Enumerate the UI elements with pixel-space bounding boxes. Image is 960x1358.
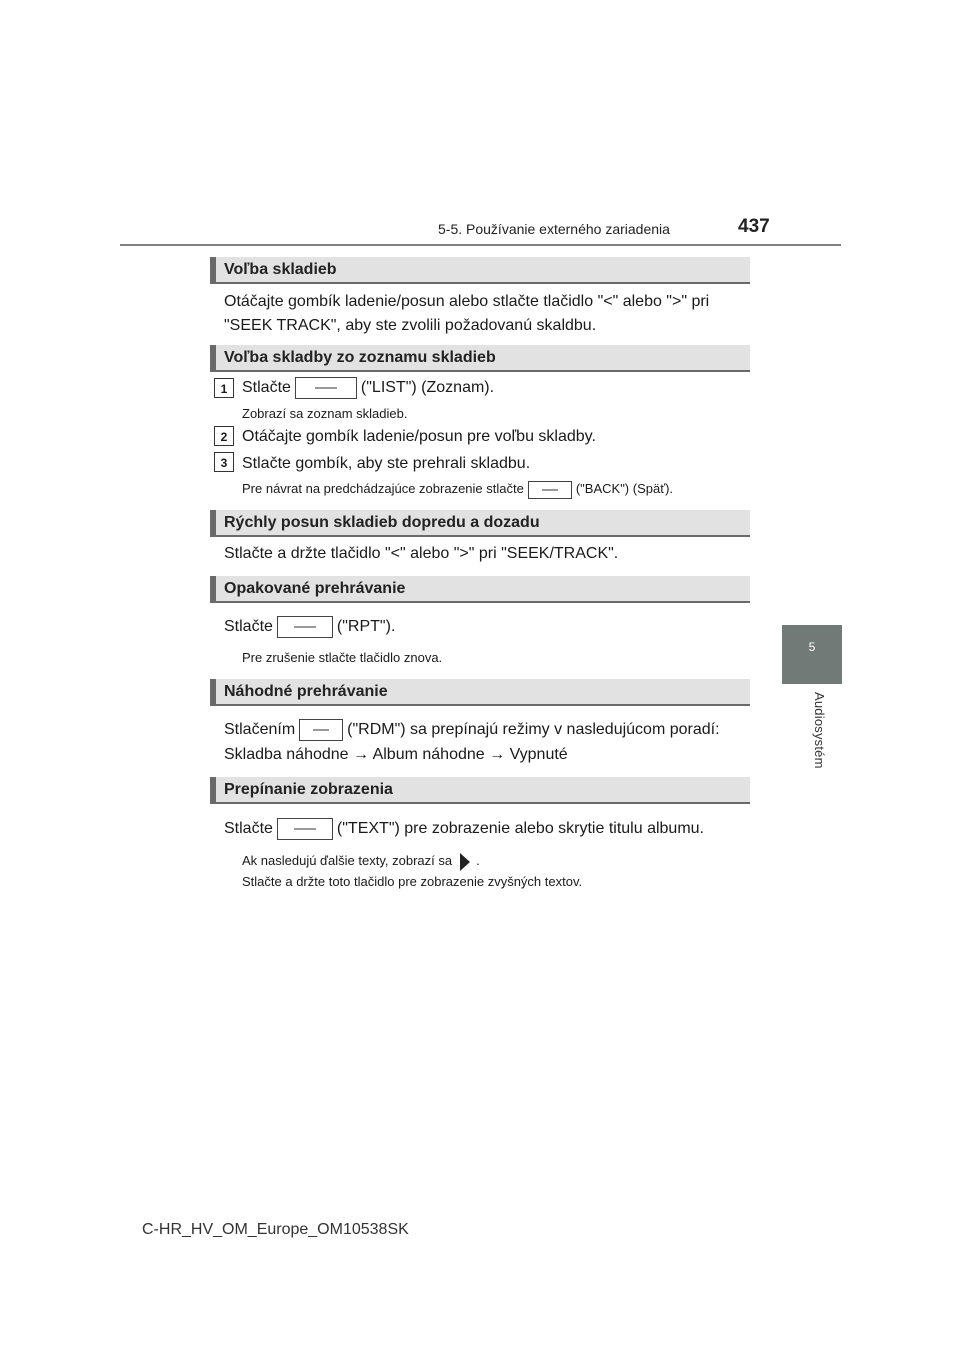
text-button-icon xyxy=(277,818,333,840)
header-rule xyxy=(120,244,841,246)
step3-note: Pre návrat na predchádzajúce zobrazenie stlačte ("BACK") (Späť). xyxy=(242,480,673,499)
arrow-right-icon: → xyxy=(353,746,370,763)
section-heading-fast-seek: Rýchly posun skladieb dopredu a dozadu xyxy=(210,510,750,537)
list-button-icon xyxy=(295,377,357,399)
section-heading-track-list: Voľba skladby zo zoznamu skladieb xyxy=(210,345,750,372)
track-select-body: Otáčajte gombík ladenie/posun alebo stlačte tlačidlo "<" alebo ">" pri "SEEK TRACK", aby ste zvolili požadovanú skaldbu. xyxy=(224,293,710,334)
more-text-arrow-icon xyxy=(460,853,470,871)
step3-text: Stlačte gombík, aby ste prehrali skladbu. xyxy=(242,455,531,472)
step-number-3: 3 xyxy=(214,452,234,472)
section-heading-random: Náhodné prehrávanie xyxy=(210,679,750,706)
step2-text: Otáčajte gombík ladenie/posun pre voľbu skladby. xyxy=(242,428,596,445)
section-heading-repeat: Opakované prehrávanie xyxy=(210,576,750,603)
back-button-icon xyxy=(528,481,572,499)
step1-text: Stlačte ("LIST") (Zoznam). xyxy=(242,376,494,400)
step1-note: Zobrazí sa zoznam skladieb. xyxy=(242,406,408,421)
display-body: Stlačte ("TEXT") pre zobrazenie alebo skrytie titulu albumu. xyxy=(224,817,704,841)
step-number-2: 2 xyxy=(214,426,234,446)
repeat-body: Stlačte ("RPT"). xyxy=(224,615,395,639)
random-order: Skladba náhodne → Album náhodne → Vypnuté xyxy=(224,746,568,763)
arrow-right-icon: → xyxy=(489,746,506,763)
rpt-button-icon xyxy=(277,616,333,638)
chapter-tab xyxy=(782,625,842,684)
section-heading-display: Prepínanie zobrazenia xyxy=(210,777,750,804)
display-note-2: Stlačte a držte toto tlačidlo pre zobrazenie zvyšných textov. xyxy=(242,874,583,889)
document-code: C-HR_HV_OM_Europe_OM10538SK xyxy=(142,1221,409,1238)
display-note-1: Ak nasledujú ďalšie texty, zobrazí sa . xyxy=(242,852,480,871)
rdm-button-icon xyxy=(299,719,343,741)
section-heading-track-select: Voľba skladieb xyxy=(210,257,750,284)
page-number: 437 xyxy=(738,216,770,237)
chapter-tab-number: 5 xyxy=(808,640,816,654)
running-header-section: 5-5. Používanie externého zariadenia xyxy=(438,221,670,237)
step-number-1: 1 xyxy=(214,378,234,398)
fast-seek-body: Stlačte a držte tlačidlo "<" alebo ">" pri "SEEK/TRACK". xyxy=(224,545,619,562)
chapter-tab-label: Audiosystém xyxy=(812,692,827,769)
repeat-note: Pre zrušenie stlačte tlačidlo znova. xyxy=(242,650,443,665)
random-body: Stlačením ("RDM") sa prepínajú režimy v nasledujúcom poradí: xyxy=(224,718,720,742)
